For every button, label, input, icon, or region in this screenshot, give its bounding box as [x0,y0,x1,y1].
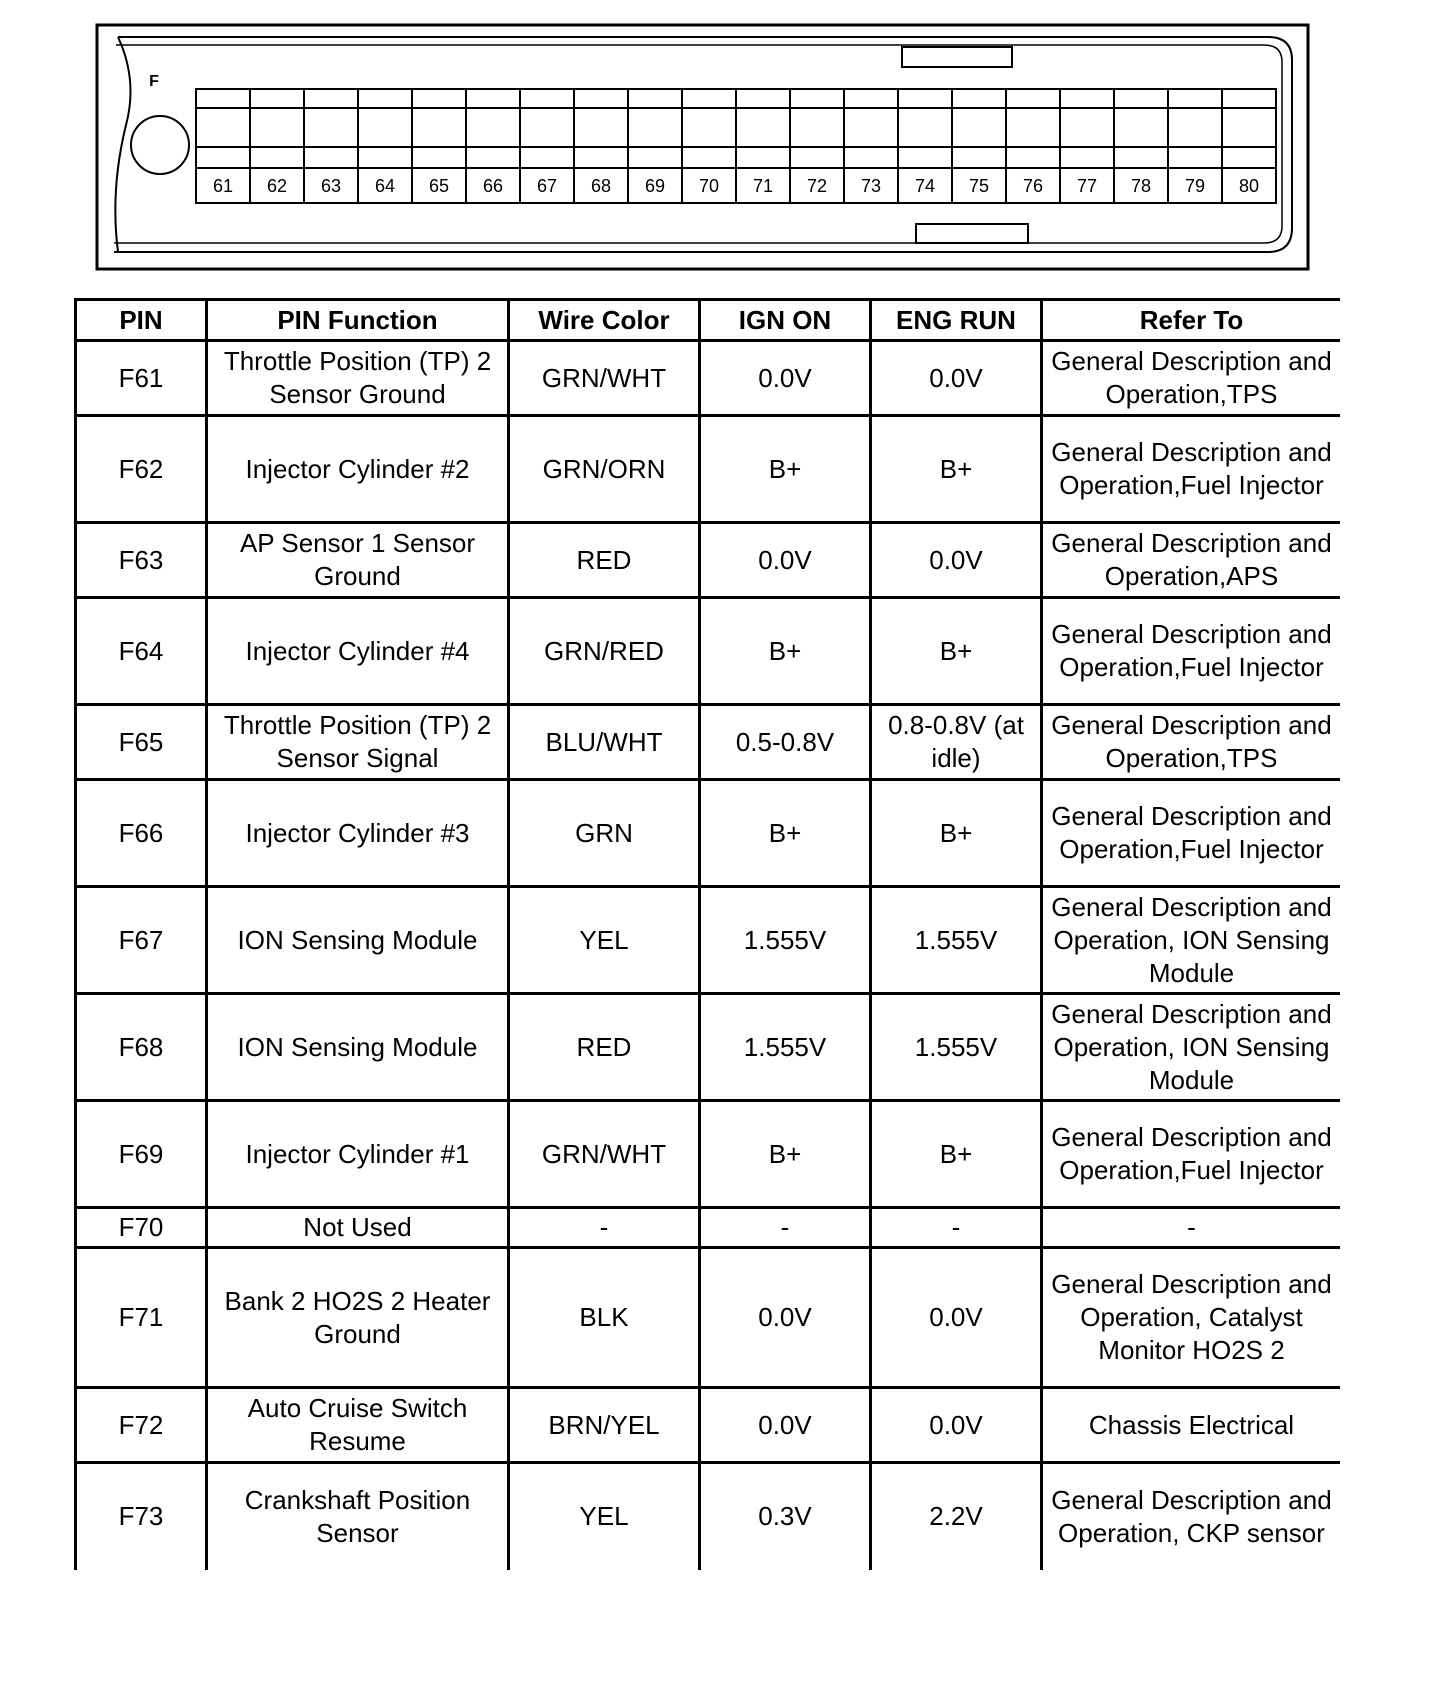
table-row [76,341,1341,416]
pin-number-label: 62 [266,176,288,196]
pin-number-label: 67 [536,176,558,196]
cell-pin-function: Throttle Position (TP) 2 Sensor Ground [207,341,509,416]
cell-wire-color: BLK [509,1248,700,1388]
cell-wire-color: BRN/YEL [509,1388,700,1463]
pin-number-label: 75 [968,176,990,196]
cell-ign-on: B+ [700,416,871,523]
cell-ign-on: 0.0V [700,1248,871,1388]
pin-number-label: 70 [698,176,720,196]
cell-pin: F67 [76,887,207,994]
cell-ign-on: 0.5-0.8V [700,705,871,780]
cell-ign-on: B+ [700,598,871,705]
pinout-table [74,298,1340,1570]
cell-pin-function: Injector Cylinder #2 [207,416,509,523]
cell-pin-function: Bank 2 HO2S 2 Heater Ground [207,1248,509,1388]
cell-ign-on: 1.555V [700,994,871,1101]
cell-refer-to: General Description and Operation, CKP sensor [1042,1463,1341,1570]
table-row [76,780,1341,887]
table-body [76,341,1341,1570]
cell-pin-function: Injector Cylinder #3 [207,780,509,887]
cell-ign-on: 1.555V [700,887,871,994]
cell-wire-color: YEL [509,1463,700,1570]
cell-eng-run: 0.0V [871,1388,1042,1463]
cell-pin: F73 [76,1463,207,1570]
pin-number-label: 73 [860,176,882,196]
cell-pin-function: Crankshaft Position Sensor [207,1463,509,1570]
table-row [76,1101,1341,1208]
cell-ign-on: - [700,1208,871,1248]
cell-eng-run: B+ [871,780,1042,887]
header-eng-run: ENG RUN [871,300,1042,341]
table-row [76,887,1341,994]
pin-number-label: 74 [914,176,936,196]
cell-pin-function: Not Used [207,1208,509,1248]
cell-pin: F70 [76,1208,207,1248]
cell-pin: F68 [76,994,207,1101]
cell-ign-on: B+ [700,1101,871,1208]
header-pin-function: PIN Function [207,300,509,341]
table-row [76,598,1341,705]
header-refer-to: Refer To [1042,300,1341,341]
cell-wire-color: GRN/WHT [509,341,700,416]
cell-refer-to: General Description and Operation, Catalyst Monitor HO2S 2 [1042,1248,1341,1388]
table-row [76,1208,1341,1248]
pin-number-label: 78 [1130,176,1152,196]
cell-refer-to: General Description and Operation,TPS [1042,341,1341,416]
table-row [76,1388,1341,1463]
cell-eng-run: - [871,1208,1042,1248]
cell-pin: F61 [76,341,207,416]
cell-eng-run: B+ [871,1101,1042,1208]
pin-number-label: 66 [482,176,504,196]
pin-number-label: 79 [1184,176,1206,196]
table-row [76,994,1341,1101]
cell-refer-to: General Description and Operation,Fuel Injector [1042,1101,1341,1208]
table-row [76,523,1341,598]
cell-pin: F63 [76,523,207,598]
cell-eng-run: 2.2V [871,1463,1042,1570]
table-row [76,416,1341,523]
cell-wire-color: GRN/ORN [509,416,700,523]
cell-refer-to: - [1042,1208,1341,1248]
cell-eng-run: 0.0V [871,523,1042,598]
header-ign-on: IGN ON [700,300,871,341]
cell-pin: F71 [76,1248,207,1388]
cell-pin-function: Throttle Position (TP) 2 Sensor Signal [207,705,509,780]
pin-number-label: 68 [590,176,612,196]
cell-pin-function: Auto Cruise Switch Resume [207,1388,509,1463]
cell-pin-function: Injector Cylinder #4 [207,598,509,705]
pin-number-label: 61 [212,176,234,196]
pin-number-label: 63 [320,176,342,196]
table-row [76,705,1341,780]
header-wire-color: Wire Color [509,300,700,341]
cell-ign-on: 0.0V [700,1388,871,1463]
connector-label: F [149,73,159,90]
cell-wire-color: YEL [509,887,700,994]
cell-wire-color: GRN/RED [509,598,700,705]
table-row [76,1248,1341,1388]
pin-number-label: 80 [1238,176,1260,196]
cell-ign-on: 0.3V [700,1463,871,1570]
table-row [76,1463,1341,1570]
cell-pin: F65 [76,705,207,780]
cell-pin: F69 [76,1101,207,1208]
cell-refer-to: General Description and Operation,Fuel Injector [1042,416,1341,523]
cell-pin: F66 [76,780,207,887]
cell-wire-color: - [509,1208,700,1248]
cell-pin: F64 [76,598,207,705]
cell-eng-run: 1.555V [871,994,1042,1101]
cell-pin-function: Injector Cylinder #1 [207,1101,509,1208]
cell-pin: F62 [76,416,207,523]
pin-grid [196,89,1276,203]
pin-number-label: 76 [1022,176,1044,196]
cell-refer-to: General Description and Operation,APS [1042,523,1341,598]
pin-number-label: 77 [1076,176,1098,196]
connector-diagram [0,0,1456,290]
cell-wire-color: GRN/WHT [509,1101,700,1208]
pin-number-label: 72 [806,176,828,196]
cell-ign-on: 0.0V [700,341,871,416]
cell-pin-function: AP Sensor 1 Sensor Ground [207,523,509,598]
cell-refer-to: Chassis Electrical [1042,1388,1341,1463]
cell-refer-to: General Description and Operation, ION Sensing Module [1042,994,1341,1101]
cell-eng-run: B+ [871,416,1042,523]
cell-wire-color: RED [509,523,700,598]
pin-number-label: 65 [428,176,450,196]
pin-number-label: 71 [752,176,774,196]
cell-refer-to: General Description and Operation,TPS [1042,705,1341,780]
cell-eng-run: 0.0V [871,341,1042,416]
cell-refer-to: General Description and Operation, ION Sensing Module [1042,887,1341,994]
cell-wire-color: GRN [509,780,700,887]
pin-number-label: 64 [374,176,396,196]
cell-eng-run: B+ [871,598,1042,705]
table-header-row [76,300,1341,341]
header-pin: PIN [76,300,207,341]
cell-refer-to: General Description and Operation,Fuel Injector [1042,780,1341,887]
pin-number-label: 69 [644,176,666,196]
cell-eng-run: 1.555V [871,887,1042,994]
cell-wire-color: BLU/WHT [509,705,700,780]
cell-pin: F72 [76,1388,207,1463]
cell-pin-function: ION Sensing Module [207,994,509,1101]
cell-ign-on: B+ [700,780,871,887]
cell-ign-on: 0.0V [700,523,871,598]
cell-pin-function: ION Sensing Module [207,887,509,994]
pinout-table-container [74,298,1340,1579]
cell-eng-run: 0.8-0.8V (at idle) [871,705,1042,780]
cell-refer-to: General Description and Operation,Fuel Injector [1042,598,1341,705]
cell-wire-color: RED [509,994,700,1101]
cell-eng-run: 0.0V [871,1248,1042,1388]
